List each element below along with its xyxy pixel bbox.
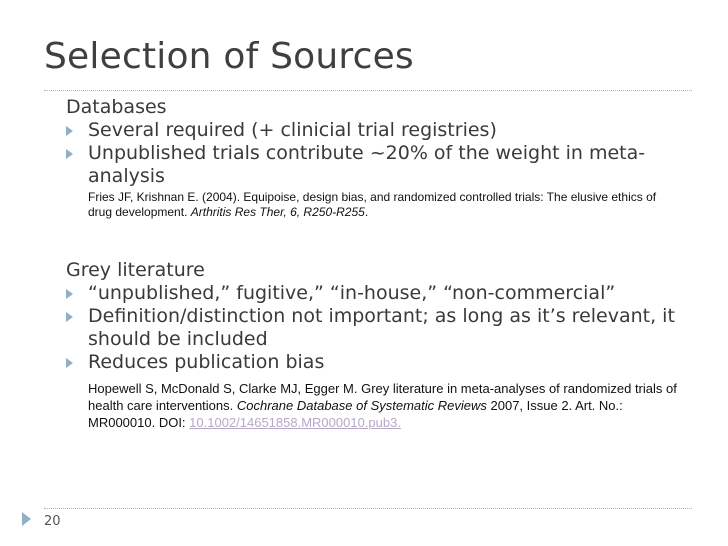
bullet-text: Definition/distinction not important; as long as it’s relevant, it should be included bbox=[88, 305, 675, 350]
grey-citation bbox=[88, 380, 688, 431]
databases-bullet bbox=[66, 119, 706, 142]
citation-details: 2007, Issue 2. Art. No.: MR000010. DOI: bbox=[88, 398, 623, 430]
footer-divider bbox=[44, 508, 692, 509]
grey-bullet bbox=[66, 351, 706, 374]
bullet-text: Unpublished trials contribute ~20% of the weight in meta-analysis bbox=[88, 142, 646, 187]
citation-text: Fries JF, Krishnan E. (2004). Equipoise, design bias, and randomized controlled trials: The elusive ethics of drug development. bbox=[88, 190, 657, 219]
slide-body bbox=[66, 95, 706, 431]
bullet-arrow-icon bbox=[66, 149, 73, 159]
bullet-arrow-icon bbox=[66, 312, 73, 322]
citation-end: . bbox=[364, 205, 369, 219]
title-divider bbox=[44, 90, 692, 91]
page-number: 20 bbox=[44, 514, 61, 529]
bullet-arrow-icon bbox=[66, 358, 73, 368]
bullet-arrow-icon bbox=[66, 289, 73, 299]
databases-bullet bbox=[66, 142, 706, 188]
slide-title: Selection of Sources bbox=[44, 36, 414, 77]
databases-citation bbox=[88, 190, 668, 220]
grey-bullet bbox=[66, 305, 706, 351]
footer-arrow-icon bbox=[22, 512, 31, 526]
databases-heading: Databases bbox=[66, 96, 167, 118]
citation-journal: Cochrane Database of Systematic Reviews bbox=[236, 398, 487, 413]
bullet-text: Reduces publication bias bbox=[88, 351, 325, 373]
citation-journal: Arthritis Res Ther, 6, R250-R255 bbox=[190, 205, 365, 219]
section-spacer bbox=[66, 220, 706, 258]
bullet-text: “unpublished,” fugitive,” “in-house,” “non-commercial” bbox=[88, 282, 616, 304]
citation-text: Hopewell S, McDonald S, Clarke MJ, Egger M. Grey literature in meta-analyses of randomized trials of health care interventions. bbox=[88, 381, 677, 413]
doi-link[interactable]: 10.1002/14651858.MR000010.pub3. bbox=[189, 415, 401, 430]
bullet-arrow-icon bbox=[66, 126, 73, 136]
bullet-text: Several required (+ clinicial trial registries) bbox=[88, 119, 497, 141]
grey-literature-heading: Grey literature bbox=[66, 259, 205, 281]
grey-bullet bbox=[66, 282, 706, 305]
